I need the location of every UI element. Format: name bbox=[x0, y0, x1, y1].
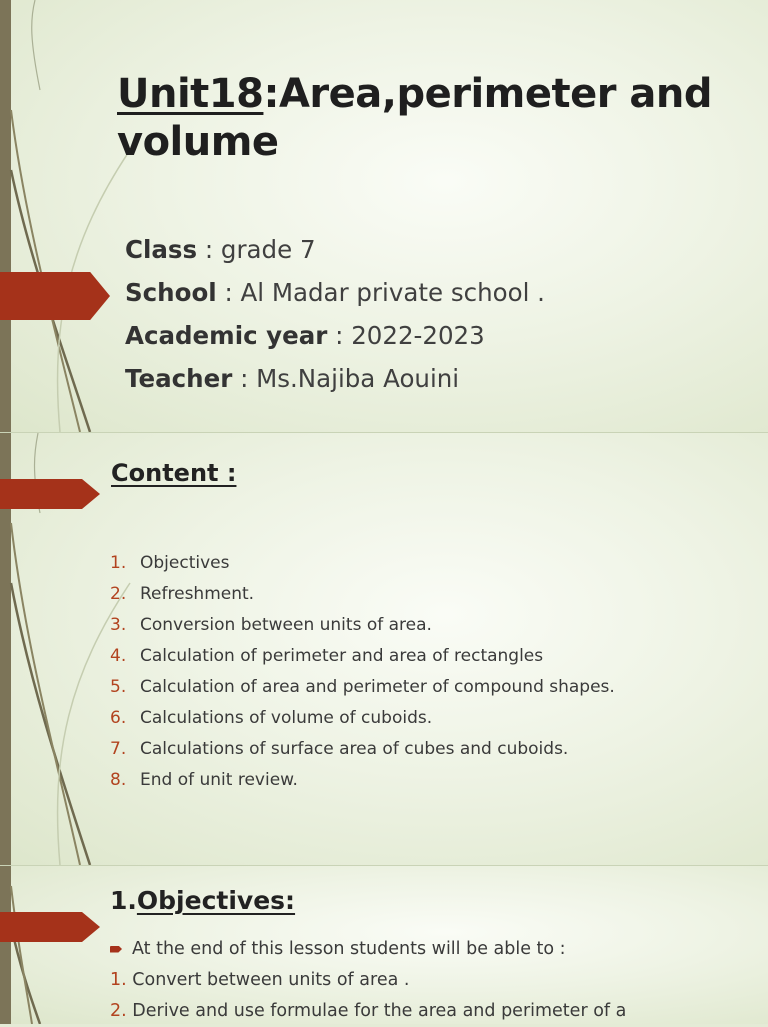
decorative-swoosh bbox=[0, 0, 140, 432]
info-row-year: Academic year : 2022-2023 bbox=[125, 321, 485, 350]
objectives-intro: At the end of this lesson students will be able to : bbox=[110, 934, 626, 965]
list-item: 6. Calculations of volume of cuboids. bbox=[110, 708, 433, 728]
list-item: 4. Calculation of perimeter and area of rectangles bbox=[110, 646, 544, 666]
objectives-heading: 1.Objectives: bbox=[110, 886, 296, 915]
info-row-teacher: Teacher : Ms.Najiba Aouini bbox=[125, 364, 460, 393]
red-arrow-tab bbox=[0, 912, 100, 942]
content-list bbox=[110, 548, 615, 796]
list-item: 2. Derive and use formulae for the area and perimeter of a bbox=[110, 1001, 627, 1021]
list-item: 3. Conversion between units of area. bbox=[110, 615, 432, 635]
page-title bbox=[117, 70, 737, 166]
list-item: 1. Convert between units of area . bbox=[110, 970, 410, 990]
title-unit: Unit18 bbox=[117, 71, 264, 117]
list-item: 2. Refreshment. bbox=[110, 584, 255, 604]
list-item: 7. Calculations of surface area of cubes and cuboids. bbox=[110, 739, 569, 759]
info-row-school: School : Al Madar private school . bbox=[125, 278, 545, 307]
red-arrow-tab bbox=[0, 479, 100, 509]
course-info bbox=[125, 228, 545, 400]
list-item: 5. Calculation of area and perimeter of compound shapes. bbox=[110, 677, 615, 697]
slide-title bbox=[0, 0, 768, 432]
arrow-bullet-icon bbox=[110, 946, 122, 953]
title-rest: :Area,perimeter and volume bbox=[117, 71, 712, 165]
objectives-list bbox=[110, 934, 626, 1027]
list-item: 8. End of unit review. bbox=[110, 770, 298, 790]
red-arrow-tab bbox=[0, 272, 110, 320]
info-row-class: Class : grade 7 bbox=[125, 235, 316, 264]
content-heading: Content : bbox=[111, 459, 237, 487]
list-item: 1. Objectives bbox=[110, 553, 230, 573]
